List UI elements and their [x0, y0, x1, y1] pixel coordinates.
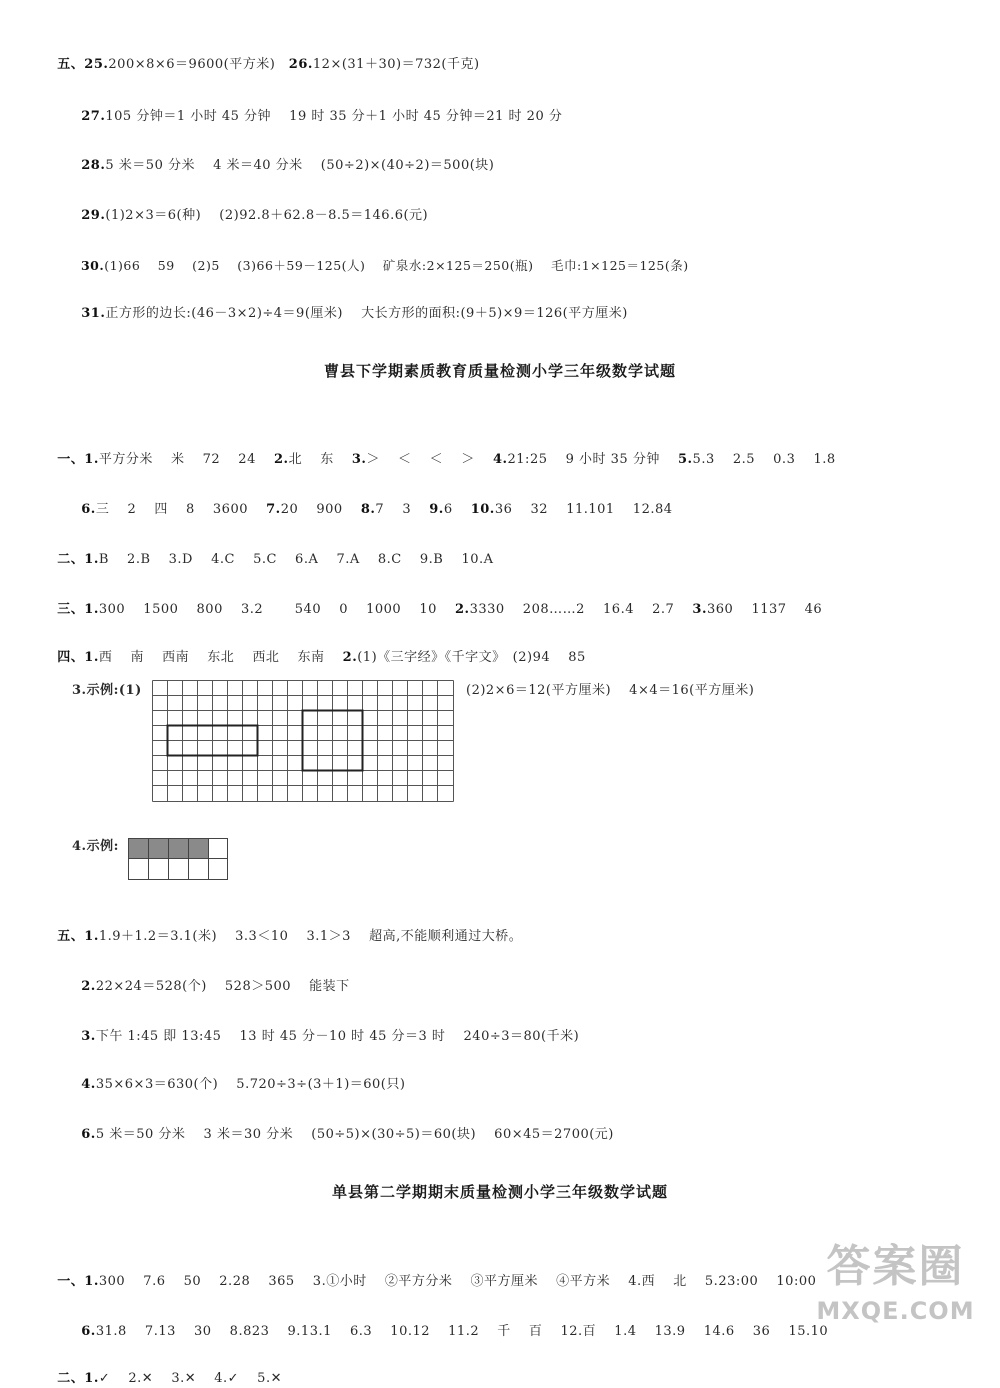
answer-line-part5-4-5 [72, 1058, 405, 1094]
question-number: 29. [81, 208, 106, 223]
question-number: 3. [351, 452, 367, 467]
question-number: 28. [81, 158, 106, 173]
question-number: 9. [429, 502, 444, 517]
answer-text: 21:25 9 小时 35 分钟 [507, 452, 678, 467]
answer-text: 下午 1:45 即 13:45 13 时 45 分－10 时 45 分＝3 时 240÷3＝80(千米) [95, 1029, 580, 1044]
answer-line-part1-b [72, 483, 673, 519]
watermark-logo [803, 1237, 988, 1362]
answer-line-s3-part2 [48, 1352, 282, 1388]
section-prefix: 四、 [57, 650, 85, 665]
question-4-label: 4.示例: [72, 839, 119, 854]
question-number: 8. [360, 502, 376, 517]
answer-line-30 [72, 239, 689, 275]
question-number: 3. [692, 602, 707, 617]
question-number: 2. [455, 602, 470, 617]
question-number: 5. [677, 452, 693, 467]
answer-text: 200×8×6＝9600(平方米) [108, 57, 289, 72]
grid-diagram [152, 680, 454, 802]
section-title-caoxian: 曹县下学期素质教育质量检测小学三年级数学试题 [323, 362, 676, 380]
answer-text: 300 7.6 50 2.28 365 3.①小时 ②平方分米 ③平方厘米 ④平方米 4.西 北 5.23:00 10:00 [98, 1274, 817, 1289]
question-number: 1. [84, 929, 99, 944]
question-number: 31. [81, 306, 106, 321]
question-number: 4. [81, 1077, 96, 1092]
question-number: 1. [84, 650, 99, 665]
answer-line-27 [72, 90, 562, 126]
section-prefix: 五、 [57, 929, 85, 944]
answer-text: 正方形的边长:(46－3×2)÷4＝9(厘米) 大长方形的面积:(9＋5)×9＝126(平方厘米) [105, 306, 628, 321]
question-number: 27. [81, 109, 106, 124]
watermark-url: MXQE.COM [816, 1297, 975, 1325]
question-number: 25. [84, 57, 109, 72]
section-prefix: 一、 [57, 1274, 85, 1289]
question-number: 2. [273, 452, 289, 467]
answer-line-s3-part1-a [48, 1255, 816, 1291]
answer-text: 36 32 11.101 12.84 [494, 502, 673, 517]
answer-text: 300 1500 800 3.2 540 0 1000 10 [98, 602, 456, 617]
answer-text: 12×(31＋30)＝732(千克) [312, 57, 480, 72]
question-number: 6. [81, 502, 96, 517]
question-number: 30. [80, 258, 105, 273]
question-number: 2. [342, 650, 358, 665]
question-number: 1. [84, 452, 99, 467]
section-prefix: 一、 [57, 452, 85, 467]
shaded-rectangle-diagram [128, 838, 228, 880]
answer-line-part1-a [48, 433, 836, 469]
answer-text: 三 2 四 8 3600 [95, 502, 267, 517]
answer-line-part2 [48, 533, 494, 569]
answer-text: 7 3 [375, 502, 430, 517]
answer-text: 西 南 西南 东北 西北 东南 [98, 650, 343, 665]
watermark-text: 答案圈 [826, 1241, 965, 1292]
question-number: 1. [84, 552, 99, 567]
answer-text: 105 分钟＝1 小时 45 分钟 19 时 35 分＋1 小时 45 分钟＝21 时 20 分 [105, 109, 563, 124]
answer-line-part5-1 [48, 910, 522, 946]
answer-text: 5 米＝50 分米 4 米＝40 分米 (50÷2)×(40÷2)＝500(块) [105, 158, 495, 173]
question-3-answer: (2)2×6＝12(平方厘米) 4×4＝16(平方厘米) [466, 683, 755, 698]
question-3-label: 3.示例:(1) [72, 683, 142, 698]
question-number: 1. [84, 1371, 99, 1386]
answer-text: 平方分米 米 72 24 [98, 452, 274, 467]
answer-line-28 [72, 139, 494, 175]
answer-text: 6 [443, 502, 471, 517]
answer-line-part3 [48, 583, 822, 619]
section-prefix: 二、 [57, 1371, 85, 1386]
answer-text: 20 900 [280, 502, 361, 517]
answer-line-part5-3 [72, 1010, 579, 1046]
answer-text: 5.3 2.5 0.3 1.8 [692, 452, 836, 467]
answer-text: 3330 208……2 16.4 2.7 [469, 602, 693, 617]
section-prefix: 五、 [57, 57, 85, 72]
question-number: 2. [81, 979, 96, 994]
answer-text: 35×6×3＝630(个) 5.720÷3÷(3＋1)＝60(只) [95, 1077, 406, 1092]
answer-line-part5-6 [72, 1108, 614, 1144]
answer-text: ＞ ＜ ＜ ＞ [366, 452, 493, 467]
answer-text: B 2.B 3.D 4.C 5.C 6.A 7.A 8.C 9.B 10.A [98, 552, 494, 567]
answer-text: 360 1137 46 [707, 602, 823, 617]
question-number: 26. [288, 57, 313, 72]
answer-line-part5-2 [72, 960, 350, 996]
section-prefix: 三、 [57, 602, 85, 617]
answer-text: 5 米＝50 分米 3 米＝30 分米 (50÷5)×(30÷5)＝60(块) 60×45＝2700(元) [95, 1127, 614, 1142]
answer-text: (1)2×3＝6(种) (2)92.8＋62.8－8.5＝146.6(元) [105, 208, 429, 223]
answer-text: (1)《三字经》《千字文》 (2)94 85 [357, 650, 586, 665]
answer-line-25-26 [48, 38, 480, 74]
question-number: 6. [81, 1127, 96, 1142]
answer-line-part4 [48, 631, 586, 667]
answer-text: (1)66 59 (2)5 (3)66＋59－125(人) 矿泉水:2×125＝250(瓶) 毛巾:1×125＝125(条) [104, 258, 689, 273]
section-prefix: 二、 [57, 552, 85, 567]
answer-text: 22×24＝528(个) 528＞500 能装下 [95, 979, 350, 994]
answer-text: ✓ 2.✕ 3.✕ 4.✓ 5.✕ [98, 1371, 282, 1386]
question-number: 4. [492, 452, 508, 467]
answer-line-s3-part1-b [72, 1305, 828, 1341]
answer-line-29 [72, 189, 428, 225]
question-number: 1. [84, 1274, 99, 1289]
question-number: 1. [84, 602, 99, 617]
question-number: 7. [266, 502, 281, 517]
answer-text: 31.8 7.13 30 8.823 9.13.1 6.3 10.12 11.2 千 百 12.百 1.4 13.9 14.6 36 15.10 [95, 1324, 829, 1339]
question-number: 10. [470, 502, 495, 517]
question-number: 3. [81, 1029, 96, 1044]
answer-text: 1.9＋1.2＝3.1(米) 3.3＜10 3.1＞3 超高,不能顺利通过大桥。 [98, 929, 523, 944]
answer-line-31 [72, 287, 628, 323]
answer-text: 北 东 [288, 452, 352, 467]
question-number: 6. [81, 1324, 96, 1339]
section-title-shanxian: 单县第二学期期末质量检测小学三年级数学试题 [331, 1183, 668, 1201]
